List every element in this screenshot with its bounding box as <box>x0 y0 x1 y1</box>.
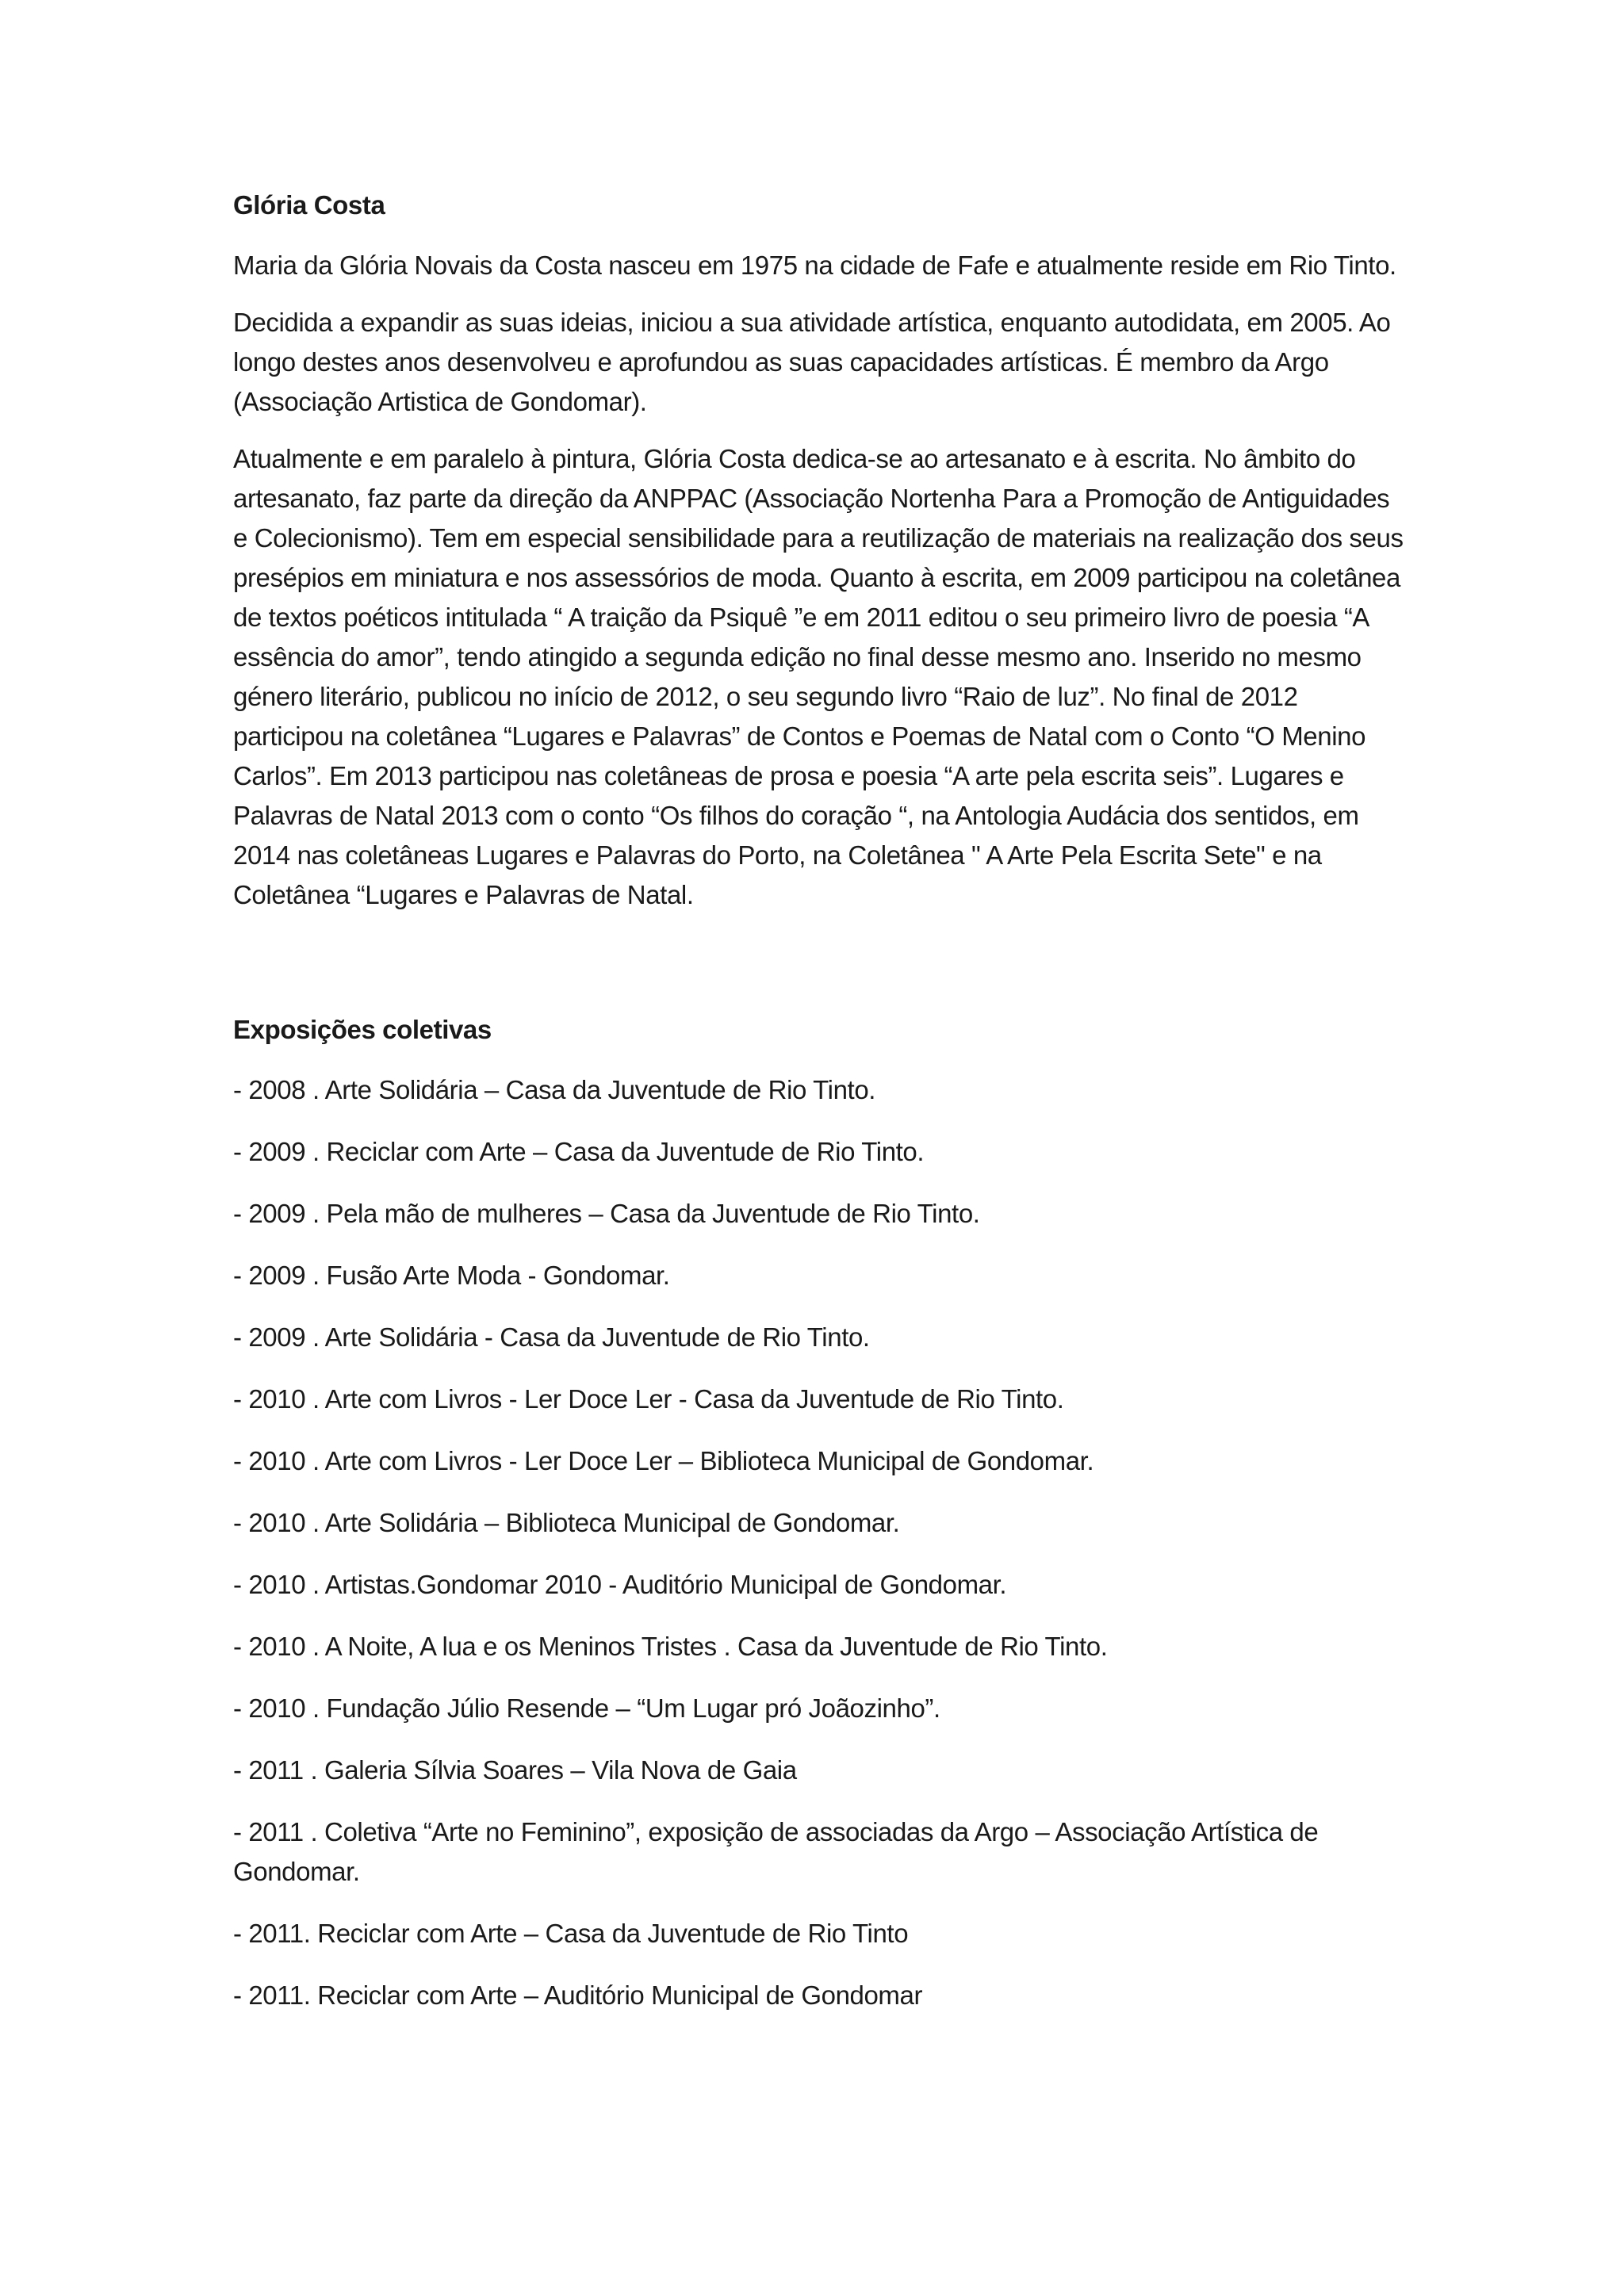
exhibition-item: - 2011 . Galeria Sílvia Soares – Vila Nova de Gaia <box>233 1755 797 1785</box>
bio-paragraph-writing: Atualmente e em paralelo à pintura, Glória Costa dedica-se ao artesanato e à escrita. No âmbito do artesanato, faz parte da direção da ANPPAC (Associação Nortenha Para a Promoção de Antiguidades e Colecionismo). Tem em especial sensibilidade para a reutilização de materiais na realização dos seus presépios em miniatura e nos assessórios de moda. Quanto à escrita, em 2009 participou na coletânea de textos poéticos intitulada “ A traição da Psiquê ”e em 2011 editou o seu primeiro livro de poesia “A essência do amor”, tendo atingido a segunda edição no final desse mesmo ano. Inserido no mesmo género literário, publicou no início de 2012, o seu segundo livro “Raio de luz”. No final de 2012 participou na coletânea “Lugares e Palavras” de Contos e Poemas de Natal com o Conto “O Menino Carlos”. Em 2013 participou nas coletâneas de prosa e poesia “A arte pela escrita seis”. Lugares e Palavras de Natal 2013 com o conto “Os filhos do coração “, na Antologia Audácia dos sentidos, em 2014 nas coletâneas Lugares e Palavras do Porto, na Coletânea " A Arte Pela Escrita Sete" e na Coletânea “Lugares e Palavras de Natal. <box>233 444 1404 909</box>
exhibition-item: - 2009 . Pela mão de mulheres – Casa da Juventude de Rio Tinto. <box>233 1199 980 1228</box>
document-content <box>233 186 1407 2038</box>
exhibition-item: - 2009 . Arte Solidária - Casa da Juventude de Rio Tinto. <box>233 1322 870 1352</box>
artist-name-heading: Glória Costa <box>233 190 385 220</box>
exhibition-item: - 2010 . Artistas.Gondomar 2010 - Auditório Municipal de Gondomar. <box>233 1570 1007 1599</box>
exhibition-item: - 2011 . Coletiva “Arte no Feminino”, exposição de associadas da Argo – Associação Artística de Gondomar. <box>233 1817 1319 1886</box>
section-spacer <box>233 932 1407 1010</box>
exhibition-item: - 2010 . A Noite, A lua e os Meninos Tristes . Casa da Juventude de Rio Tinto. <box>233 1632 1108 1661</box>
exhibition-item: - 2011. Reciclar com Arte – Casa da Juventude de Rio Tinto <box>233 1919 909 1948</box>
exhibition-item: - 2009 . Reciclar com Arte – Casa da Juventude de Rio Tinto. <box>233 1137 925 1166</box>
exhibition-item: - 2010 . Arte com Livros - Ler Doce Ler - Casa da Juventude de Rio Tinto. <box>233 1384 1064 1414</box>
exhibition-item: - 2008 . Arte Solidária – Casa da Juventude de Rio Tinto. <box>233 1075 876 1104</box>
exhibition-item: - 2010 . Arte Solidária – Biblioteca Municipal de Gondomar. <box>233 1508 900 1537</box>
exhibition-item: - 2009 . Fusão Arte Moda - Gondomar. <box>233 1261 670 1290</box>
exhibition-item: - 2010 . Fundação Júlio Resende – “Um Lugar pró Joãozinho”. <box>233 1693 940 1723</box>
exhibition-item: - 2011. Reciclar com Arte – Auditório Municipal de Gondomar <box>233 1980 923 2010</box>
exhibitions-list <box>233 1070 1407 2015</box>
exhibition-item: - 2010 . Arte com Livros - Ler Doce Ler – Biblioteca Municipal de Gondomar. <box>233 1446 1094 1475</box>
bio-paragraph-career: Decidida a expandir as suas ideias, iniciou a sua atividade artística, enquanto autodidata, em 2005. Ao longo destes anos desenvolveu e aprofundou as suas capacidades artísticas. É membro da Argo (Associação Artistica de Gondomar). <box>233 308 1391 416</box>
bio-paragraph-birth: Maria da Glória Novais da Costa nasceu em 1975 na cidade de Fafe e atualmente reside em Rio Tinto. <box>233 251 1396 280</box>
exhibitions-heading: Exposições coletivas <box>233 1015 492 1044</box>
